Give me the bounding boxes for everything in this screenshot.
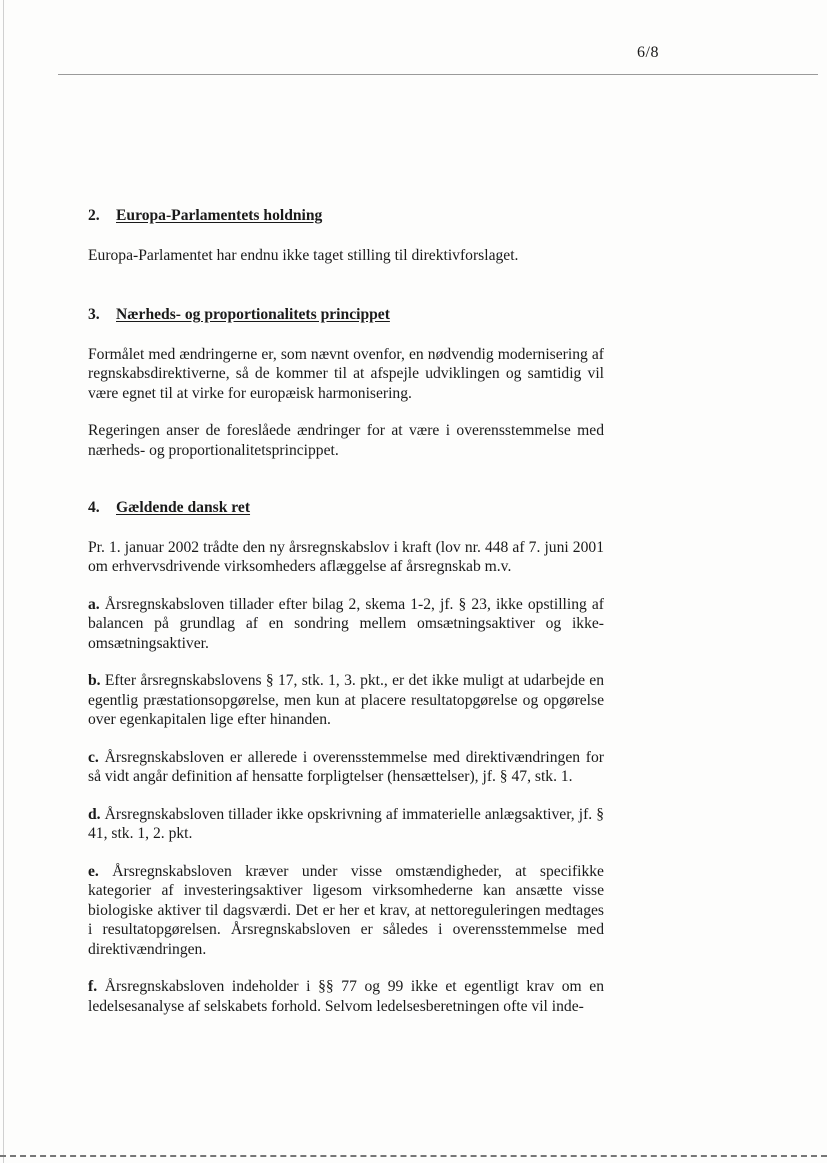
paragraph: Europa-Parlamentet har endnu ikke taget stilling til direktivforslaget.	[88, 246, 519, 264]
section-heading	[88, 498, 604, 518]
section-heading	[88, 206, 604, 226]
list-item-f	[88, 977, 604, 1016]
section-3	[88, 305, 604, 460]
item-text: Årsregnskabsloven kræver under visse omstændigheder, at specifikke kategorier af investeringsaktiver ligesom virksomhederne kan ansætte visse biologiske aktiver til dagsværdi. Det er her et krav, at nettoreguleringen medtages i resultatopgørelsen. Årsregnskabsloven er således i overensstemmelse med direktivændringen.	[88, 862, 604, 958]
scan-edge	[3, 0, 4, 1163]
section-title: Nærheds- og proportionalitets princippet	[116, 306, 390, 323]
item-text: Årsregnskabsloven tillader efter bilag 2, skema 1-2, jf. § 23, ikke opstilling af balancen på grundlag af en sondring mellem omsætningsaktiver og ikke-omsætningsaktiver.	[88, 595, 604, 652]
document-body	[88, 206, 604, 1054]
section-2	[88, 206, 604, 265]
item-letter: c.	[88, 748, 99, 766]
section-number: 4.	[88, 499, 100, 516]
section-heading	[88, 305, 604, 325]
item-text: Årsregnskabsloven er allerede i overensstemmelse med direktivændringen for så vidt angår definition af hensatte forpligtelser (hensættelser), jf. § 47, stk. 1.	[88, 748, 604, 785]
paragraph: Regeringen anser de foreslåede ændringer for at være i overensstemmelse med nærheds- og proportionalitetsprincippet.	[88, 422, 604, 459]
section-number: 2.	[88, 207, 100, 224]
section-number: 3.	[88, 306, 100, 323]
item-letter: b.	[88, 672, 101, 689]
header-rule	[58, 74, 818, 75]
paragraph: Formålet med ændringerne er, som nævnt ovenfor, en nødvendig modernisering af regnskabsdirektiverne, så de kommer til at afspejle udviklingen og samtidig vil være egnet til at virke for europæisk harmonisering.	[88, 345, 604, 402]
list-item-e	[88, 862, 604, 960]
page-number: 6/8	[637, 44, 659, 61]
footer-rule	[0, 1155, 827, 1157]
item-letter: e.	[88, 862, 99, 880]
list-item-a	[88, 595, 604, 654]
item-text: Efter årsregnskabslovens § 17, stk. 1, 3. pkt., er det ikke muligt at udarbejde en egentlig præstationsopgørelse, men kun at placere resultatopgørelse og opgørelse over egenkapitalen lige efter hinanden.	[88, 672, 604, 728]
list-item-d	[88, 805, 604, 844]
list-item-b	[88, 671, 604, 730]
paragraph: Pr. 1. januar 2002 trådte den ny årsregnskabslov i kraft (lov nr. 448 af 7. juni 2001 om erhvervsdrivende virksomheders aflæggelse af årsregnskab m.v.	[88, 538, 604, 575]
item-text: Årsregnskabsloven indeholder i §§ 77 og 99 ikke et egentligt krav om en ledelsesanalyse af selskabets forhold. Selvom ledelsesberetningen ofte vil inde-	[88, 978, 605, 1015]
list-item-c	[88, 748, 604, 787]
item-letter: f.	[88, 978, 98, 995]
item-text: Årsregnskabsloven tillader ikke opskrivning af immaterielle anlægsaktiver, jf. § 41, stk. 1, 2. pkt.	[88, 805, 604, 842]
section-title: Gældende dansk ret	[116, 499, 251, 516]
item-letter: d.	[88, 805, 101, 823]
section-title: Europa-Parlamentets holdning	[116, 207, 323, 224]
item-letter: a.	[88, 595, 100, 613]
section-4	[88, 498, 604, 1016]
